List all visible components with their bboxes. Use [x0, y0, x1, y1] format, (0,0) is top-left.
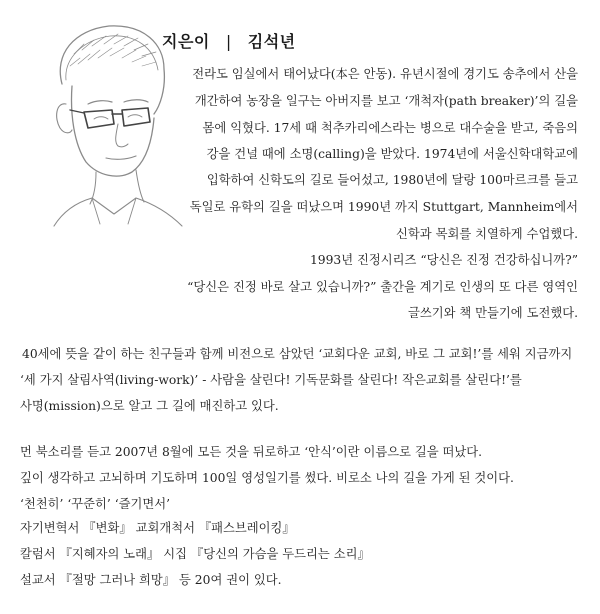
mission-line: 사명(mission)으로 알고 그 길에 매진하고 있다.	[20, 399, 279, 413]
author-name: 김석년	[247, 32, 296, 51]
journey-line: 깊이 생각하고 고뇌하며 기도하며 100일 영성일기를 썼다. 비로소 나의 길을 가게 된 것이다.	[20, 471, 514, 485]
works-line: 자기변혁서 『변화』 교회개척서 『패스브레이킹』	[20, 521, 295, 535]
works-line: 설교서 『절망 그러나 희망』 등 20여 권이 있다.	[20, 573, 282, 587]
author-heading	[162, 29, 296, 52]
bio-line: 개간하여 농장을 일구는 아버지를 보고 ‘개척자(path breaker)’의 길을	[194, 94, 578, 108]
bio-line: 강을 건널 때에 소명(calling)을 받았다. 1974년에 서울신학대학교에	[206, 147, 578, 161]
bio-line: 글쓰기와 책 만들기에 도전했다.	[407, 306, 578, 320]
title-separator: |	[225, 32, 232, 51]
mission-line: ‘세 가지 살림사역(living-work)’ - 사람을 살린다! 기독문화를 살린다! 작은교회를 살린다!’를	[20, 373, 522, 387]
bio-line: 1993년 진정시리즈 “당신은 진정 건강하십니까?”	[309, 253, 578, 267]
bio-line: 몸에 익혔다. 17세 때 척추카리에스라는 병으로 대수술을 받고, 죽음의	[202, 121, 578, 135]
bio-line: 전라도 임실에서 태어났다(本은 안동). 유년시절에 경기도 송추에서 산을	[192, 67, 578, 81]
bio-line: 입학하여 신학도의 길로 들어섰고, 1980년에 달랑 100마르크를 들고	[206, 173, 578, 187]
author-label: 지은이	[162, 32, 210, 51]
bio-line: 독일로 유학의 길을 떠났으며 1990년 까지 Stuttgart, Mannheim에서	[189, 200, 578, 214]
mission-line: 40세에 뜻을 같이 하는 친구들과 함께 비전으로 삼았던 ‘교회다운 교회, 바로 그 교회!’를 세워 지금까지	[22, 347, 573, 361]
journey-line: ‘천천히’ ‘꾸준히’ ‘즐기면서’	[20, 497, 171, 511]
works-line: 칼럼서 『지혜자의 노래』 시집 『당신의 가슴을 두드리는 소리』	[20, 547, 370, 561]
bio-line: 신학과 목회를 치열하게 수업했다.	[396, 227, 578, 241]
journey-line: 먼 북소리를 듣고 2007년 8월에 모든 것을 뒤로하고 ‘안식’이란 이름으로 길을 떠났다.	[20, 445, 483, 459]
bio-line: “당신은 진정 바로 살고 있습니까?” 출간을 계기로 인생의 또 다른 영역인	[187, 280, 578, 294]
